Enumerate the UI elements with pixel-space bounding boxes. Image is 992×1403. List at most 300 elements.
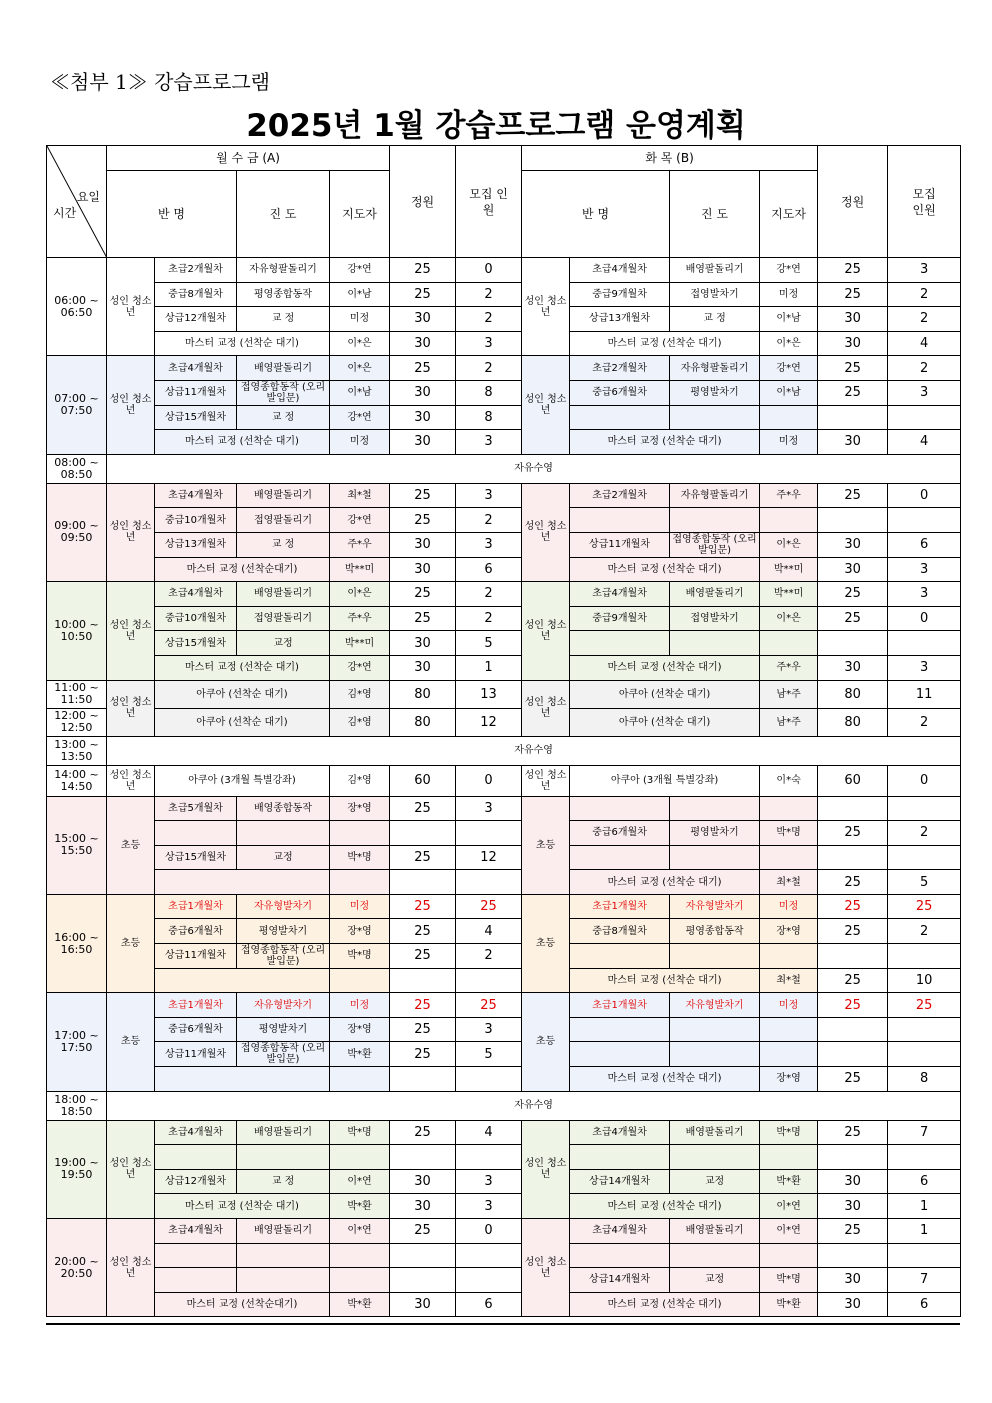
a-class: 초급5개월차: [155, 796, 237, 821]
a-recruit: 3: [456, 483, 522, 508]
b-program: 마스터 교정 (선착순 대기): [570, 430, 760, 455]
b-progress: [670, 944, 760, 969]
a-recruit: [456, 1243, 522, 1268]
a-progress: 교 정: [237, 532, 330, 557]
time-cell: 16:00 ~ 16:50: [47, 894, 107, 992]
b-class: [570, 631, 670, 656]
capacity-header-a: 정원: [390, 146, 456, 258]
b-capacity: 25: [818, 282, 888, 307]
a-capacity: 30: [390, 331, 456, 356]
b-capacity: 80: [818, 708, 888, 736]
a-capacity: 25: [390, 356, 456, 381]
b-class: 중급9개월차: [570, 282, 670, 307]
a-recruit: 25: [456, 894, 522, 919]
a-progress: 교 정: [237, 405, 330, 430]
a-instructor: 장*영: [330, 1017, 390, 1042]
b-capacity: 25: [818, 1120, 888, 1145]
a-capacity: 30: [390, 1169, 456, 1194]
a-instructor: 김*영: [330, 708, 390, 736]
a-instructor: 강*연: [330, 258, 390, 283]
a-capacity: 30: [390, 557, 456, 582]
a-program: 마스터 교정 (선착순 대기): [155, 655, 330, 680]
a-progress: 배영종합동작: [237, 796, 330, 821]
a-capacity: 25: [390, 919, 456, 944]
a-capacity: 30: [390, 631, 456, 656]
b-progress: [670, 796, 760, 821]
b-progress: 자유형팔돌리기: [670, 483, 760, 508]
table-row: [47, 356, 961, 381]
a-progress: 접영종합동작 (오리발입문): [237, 1042, 330, 1067]
b-capacity: 30: [818, 1194, 888, 1219]
b-recruit: 2: [888, 708, 961, 736]
b-instructor: 이*남: [760, 307, 818, 332]
b-recruit: 1: [888, 1194, 961, 1219]
b-capacity: 60: [818, 765, 888, 796]
b-progress: 배영팔돌리기: [670, 1219, 760, 1244]
b-capacity: 25: [818, 919, 888, 944]
attachment-label: ≪첨부 1≫ 강습프로그램: [50, 70, 270, 94]
a-capacity: [390, 1145, 456, 1170]
b-instructor: 주*우: [760, 655, 818, 680]
a-instructor: 김*영: [330, 765, 390, 796]
a-progress: [237, 821, 330, 846]
a-recruit: 12: [456, 708, 522, 736]
a-empty: [155, 870, 330, 895]
a-class: [155, 1145, 237, 1170]
table-row: [47, 1292, 961, 1317]
a-progress: 배영팔돌리기: [237, 1219, 330, 1244]
a-class: 중급6개월차: [155, 1017, 237, 1042]
table-row: [47, 532, 961, 557]
a-capacity: 60: [390, 765, 456, 796]
progress-header-b: 진 도: [670, 171, 760, 258]
a-capacity: 30: [390, 307, 456, 332]
a-capacity: 25: [390, 1219, 456, 1244]
b-recruit: 3: [888, 655, 961, 680]
table-row: [47, 282, 961, 307]
b-recruit: 7: [888, 1268, 961, 1293]
target-a: 초등: [107, 894, 155, 992]
a-instructor: 박*환: [330, 1292, 390, 1317]
b-capacity: 25: [818, 993, 888, 1018]
a-progress: [237, 1243, 330, 1268]
instructor-header-a: 지도자: [330, 171, 390, 258]
a-recruit: 5: [456, 631, 522, 656]
b-recruit: [888, 405, 961, 430]
table-bottom-line: [46, 1323, 960, 1325]
b-progress: [670, 508, 760, 533]
table-row: [47, 1169, 961, 1194]
b-class: 초급1개월차: [570, 894, 670, 919]
table-row: [47, 508, 961, 533]
b-capacity: 30: [818, 331, 888, 356]
b-progress: 접영종합동작 (오리발입문): [670, 532, 760, 557]
a-class: [155, 821, 237, 846]
b-class: [570, 1017, 670, 1042]
target-b: 성인 청소년: [522, 1120, 570, 1218]
corner-cell: [47, 146, 107, 258]
a-class: 상급11개월차: [155, 1042, 237, 1067]
special-row: [47, 765, 961, 796]
table-row: [47, 919, 961, 944]
b-instructor: 이*숙: [760, 765, 818, 796]
b-progress: 자유형발차기: [670, 894, 760, 919]
table-row: [47, 796, 961, 821]
table-row: [47, 894, 961, 919]
a-progress: 평영발차기: [237, 1017, 330, 1042]
a-capacity: 25: [390, 606, 456, 631]
time-cell: 08:00 ~ 08:50: [47, 454, 107, 483]
a-recruit: 3: [456, 1169, 522, 1194]
b-class: 중급9개월차: [570, 606, 670, 631]
a-progress: [237, 1268, 330, 1293]
a-class: 중급10개월차: [155, 508, 237, 533]
b-recruit: [888, 1145, 961, 1170]
b-progress: 배영팔돌리기: [670, 258, 760, 283]
b-instructor: 이*연: [760, 1194, 818, 1219]
table-row: [47, 258, 961, 283]
b-recruit: 3: [888, 582, 961, 607]
table-row: [47, 655, 961, 680]
a-instructor: 강*연: [330, 655, 390, 680]
a-instructor: 이*연: [330, 1169, 390, 1194]
b-capacity: [818, 845, 888, 870]
b-capacity: 25: [818, 968, 888, 993]
a-instructor: 이*은: [330, 582, 390, 607]
b-progress: 접영발차기: [670, 606, 760, 631]
a-recruit: [456, 968, 522, 993]
b-recruit: [888, 508, 961, 533]
b-recruit: [888, 944, 961, 969]
b-program: 마스터 교정 (선착순 대기): [570, 331, 760, 356]
time-cell: 06:00 ~ 06:50: [47, 258, 107, 356]
a-class: [155, 1243, 237, 1268]
b-capacity: 25: [818, 380, 888, 405]
b-class: 초급4개월차: [570, 258, 670, 283]
table-row: [47, 1219, 961, 1244]
b-progress: [670, 1017, 760, 1042]
time-cell: 13:00 ~ 13:50: [47, 736, 107, 765]
table-row: [47, 1145, 961, 1170]
a-recruit: 0: [456, 765, 522, 796]
b-instructor: 박*명: [760, 1120, 818, 1145]
b-capacity: [818, 796, 888, 821]
group-b-header: 화 목 (B): [522, 146, 818, 171]
b-instructor: 이*은: [760, 331, 818, 356]
group-a-header: 월 수 금 (A): [107, 146, 390, 171]
a-instructor: 주*우: [330, 606, 390, 631]
a-capacity: 30: [390, 532, 456, 557]
b-capacity: [818, 1042, 888, 1067]
b-recruit: [888, 1243, 961, 1268]
b-capacity: 25: [818, 356, 888, 381]
a-capacity: 25: [390, 845, 456, 870]
a-program: 아쿠아 (선착순 대기): [155, 708, 330, 736]
a-program: 아쿠아 (3개월 특별강좌): [155, 765, 330, 796]
b-program: 마스터 교정 (선착순 대기): [570, 655, 760, 680]
b-class: 초급2개월차: [570, 483, 670, 508]
b-capacity: [818, 944, 888, 969]
b-recruit: 25: [888, 894, 961, 919]
a-recruit: 3: [456, 331, 522, 356]
b-instructor: 강*연: [760, 356, 818, 381]
b-capacity: 30: [818, 557, 888, 582]
a-class: 초급4개월차: [155, 582, 237, 607]
a-capacity: [390, 1243, 456, 1268]
a-program: 마스터 교정 (선착순대기): [155, 1292, 330, 1317]
a-progress: [237, 1145, 330, 1170]
a-instructor: [330, 821, 390, 846]
b-class: 상급11개월차: [570, 532, 670, 557]
a-recruit: 1: [456, 655, 522, 680]
b-class: 초급4개월차: [570, 1219, 670, 1244]
a-instructor: [330, 1243, 390, 1268]
b-program: 마스터 교정 (선착순 대기): [570, 1194, 760, 1219]
time-cell: 20:00 ~ 20:50: [47, 1219, 107, 1317]
a-instructor: [330, 870, 390, 895]
b-instructor: [760, 405, 818, 430]
a-empty: [155, 1067, 330, 1092]
time-cell: 14:00 ~ 14:50: [47, 765, 107, 796]
a-program: 마스터 교정 (선착순대기): [155, 557, 330, 582]
b-recruit: 10: [888, 968, 961, 993]
b-instructor: [760, 1042, 818, 1067]
b-recruit: 3: [888, 380, 961, 405]
b-capacity: 30: [818, 307, 888, 332]
a-instructor: 강*연: [330, 508, 390, 533]
a-instructor: 박**미: [330, 631, 390, 656]
a-program: 아쿠아 (선착순 대기): [155, 680, 330, 708]
a-program: 마스터 교정 (선착순 대기): [155, 331, 330, 356]
target-a: 성인 청소년: [107, 582, 155, 680]
b-instructor: [760, 796, 818, 821]
b-instructor: 박**미: [760, 582, 818, 607]
table-row: [47, 1067, 961, 1092]
b-progress: [670, 1145, 760, 1170]
target-b: 성인 청소년: [522, 582, 570, 680]
a-recruit: 2: [456, 944, 522, 969]
a-recruit: [456, 1067, 522, 1092]
free-swim-row: [47, 454, 961, 483]
b-capacity: 25: [818, 258, 888, 283]
a-class: 초급1개월차: [155, 993, 237, 1018]
a-class: 초급4개월차: [155, 483, 237, 508]
b-instructor: 주*우: [760, 483, 818, 508]
b-capacity: [818, 405, 888, 430]
table-row: [47, 582, 961, 607]
free-swim-row: [47, 1091, 961, 1120]
b-class: [570, 1145, 670, 1170]
a-instructor: 이*남: [330, 282, 390, 307]
b-class: 초급4개월차: [570, 1120, 670, 1145]
a-recruit: 3: [456, 532, 522, 557]
a-capacity: 80: [390, 680, 456, 708]
b-progress: 교정: [670, 1169, 760, 1194]
b-capacity: 30: [818, 532, 888, 557]
b-instructor: 이*은: [760, 606, 818, 631]
schedule-table: [46, 145, 961, 1317]
b-progress: 교 정: [670, 307, 760, 332]
a-instructor: 최*철: [330, 483, 390, 508]
a-progress: 배영팔돌리기: [237, 1120, 330, 1145]
a-recruit: 4: [456, 1120, 522, 1145]
b-class: [570, 1042, 670, 1067]
target-b: 성인 청소년: [522, 356, 570, 454]
target-b: 초등: [522, 894, 570, 992]
a-instructor: [330, 1067, 390, 1092]
a-recruit: 12: [456, 845, 522, 870]
b-instructor: 박**미: [760, 557, 818, 582]
a-recruit: [456, 1145, 522, 1170]
a-recruit: 6: [456, 557, 522, 582]
b-progress: 교정: [670, 1268, 760, 1293]
a-class: 초급4개월차: [155, 1120, 237, 1145]
a-recruit: 2: [456, 606, 522, 631]
a-capacity: 25: [390, 582, 456, 607]
table-row: [47, 1017, 961, 1042]
b-instructor: 박*환: [760, 1292, 818, 1317]
b-capacity: 30: [818, 1268, 888, 1293]
target-b: 성인 청소년: [522, 680, 570, 736]
b-recruit: 7: [888, 1120, 961, 1145]
table-row: [47, 331, 961, 356]
b-instructor: 강*연: [760, 258, 818, 283]
b-capacity: [818, 1017, 888, 1042]
a-progress: 접영팔돌리기: [237, 508, 330, 533]
a-capacity: 25: [390, 483, 456, 508]
progress-header-a: 진 도: [237, 171, 330, 258]
a-instructor: 김*영: [330, 680, 390, 708]
a-empty: [155, 968, 330, 993]
b-capacity: 30: [818, 1292, 888, 1317]
b-capacity: 25: [818, 821, 888, 846]
a-progress: 배영팔돌리기: [237, 483, 330, 508]
b-progress: 자유형팔돌리기: [670, 356, 760, 381]
a-recruit: 2: [456, 508, 522, 533]
a-class: 초급1개월차: [155, 894, 237, 919]
b-class: 중급6개월차: [570, 380, 670, 405]
a-progress: 교 정: [237, 1169, 330, 1194]
b-class: [570, 405, 670, 430]
a-instructor: 박*환: [330, 1194, 390, 1219]
b-capacity: 25: [818, 1219, 888, 1244]
a-progress: 자유형발차기: [237, 894, 330, 919]
class-header-a: 반 명: [107, 171, 237, 258]
b-instructor: [760, 508, 818, 533]
b-recruit: 25: [888, 993, 961, 1018]
target-a: 성인 청소년: [107, 1219, 155, 1317]
time-cell: 18:00 ~ 18:50: [47, 1091, 107, 1120]
b-instructor: 남*주: [760, 708, 818, 736]
a-instructor: 박*명: [330, 845, 390, 870]
a-capacity: 25: [390, 258, 456, 283]
target-b: 성인 청소년: [522, 258, 570, 356]
a-recruit: 5: [456, 1042, 522, 1067]
b-recruit: 3: [888, 557, 961, 582]
b-instructor: 남*주: [760, 680, 818, 708]
target-b: 성인 청소년: [522, 1219, 570, 1317]
header-row-1: [47, 146, 961, 171]
a-progress: 접영종합동작 (오리발입문): [237, 944, 330, 969]
a-recruit: 8: [456, 380, 522, 405]
b-recruit: 2: [888, 821, 961, 846]
target-a: 초등: [107, 993, 155, 1091]
a-instructor: 주*우: [330, 532, 390, 557]
a-recruit: [456, 870, 522, 895]
table-row: [47, 708, 961, 736]
a-progress: 교 정: [237, 307, 330, 332]
a-class: 상급12개월차: [155, 307, 237, 332]
b-capacity: 25: [818, 894, 888, 919]
table-row: [47, 1268, 961, 1293]
b-instructor: 장*영: [760, 1067, 818, 1092]
b-capacity: 25: [818, 582, 888, 607]
b-recruit: 6: [888, 1292, 961, 1317]
a-instructor: 장*영: [330, 796, 390, 821]
a-recruit: 25: [456, 993, 522, 1018]
target-b: 성인 청소년: [522, 765, 570, 796]
b-instructor: 미정: [760, 993, 818, 1018]
a-capacity: 25: [390, 282, 456, 307]
b-instructor: 이*은: [760, 532, 818, 557]
b-recruit: 0: [888, 606, 961, 631]
a-instructor: 미정: [330, 894, 390, 919]
target-b: 초등: [522, 993, 570, 1091]
b-program: 아쿠아 (3개월 특별강좌): [570, 765, 760, 796]
a-class: 중급8개월차: [155, 282, 237, 307]
b-capacity: [818, 508, 888, 533]
b-progress: [670, 631, 760, 656]
b-instructor: [760, 1243, 818, 1268]
b-class: 중급8개월차: [570, 919, 670, 944]
free-swim-row: [47, 736, 961, 765]
a-instructor: 미정: [330, 307, 390, 332]
table-row: [47, 845, 961, 870]
a-instructor: 박**미: [330, 557, 390, 582]
b-program: 마스터 교정 (선착순 대기): [570, 557, 760, 582]
b-class: 초급1개월차: [570, 993, 670, 1018]
b-class: [570, 944, 670, 969]
a-instructor: 미정: [330, 993, 390, 1018]
capacity-header-b: 정원: [818, 146, 888, 258]
a-program: 마스터 교정 (선착순 대기): [155, 430, 330, 455]
a-class: [155, 1268, 237, 1293]
a-capacity: 25: [390, 944, 456, 969]
b-instructor: [760, 631, 818, 656]
time-cell: 10:00 ~ 10:50: [47, 582, 107, 680]
a-instructor: [330, 1268, 390, 1293]
a-recruit: 3: [456, 430, 522, 455]
a-recruit: 0: [456, 258, 522, 283]
corner-day-label: 요일: [76, 190, 100, 204]
b-capacity: 25: [818, 483, 888, 508]
b-class: 초급2개월차: [570, 356, 670, 381]
page-title: 2025년 1월 강습프로그램 운영계획: [246, 108, 746, 144]
b-recruit: 2: [888, 282, 961, 307]
free-swim-label: 자유수영: [107, 454, 961, 483]
a-class: 초급4개월차: [155, 1219, 237, 1244]
table-row: [47, 483, 961, 508]
a-capacity: 30: [390, 430, 456, 455]
a-instructor: 박*환: [330, 1042, 390, 1067]
b-progress: [670, 1042, 760, 1067]
a-class: 상급15개월차: [155, 405, 237, 430]
time-cell: 15:00 ~ 15:50: [47, 796, 107, 894]
table-row: [47, 680, 961, 708]
b-progress: [670, 1243, 760, 1268]
a-capacity: 30: [390, 405, 456, 430]
b-capacity: [818, 1145, 888, 1170]
